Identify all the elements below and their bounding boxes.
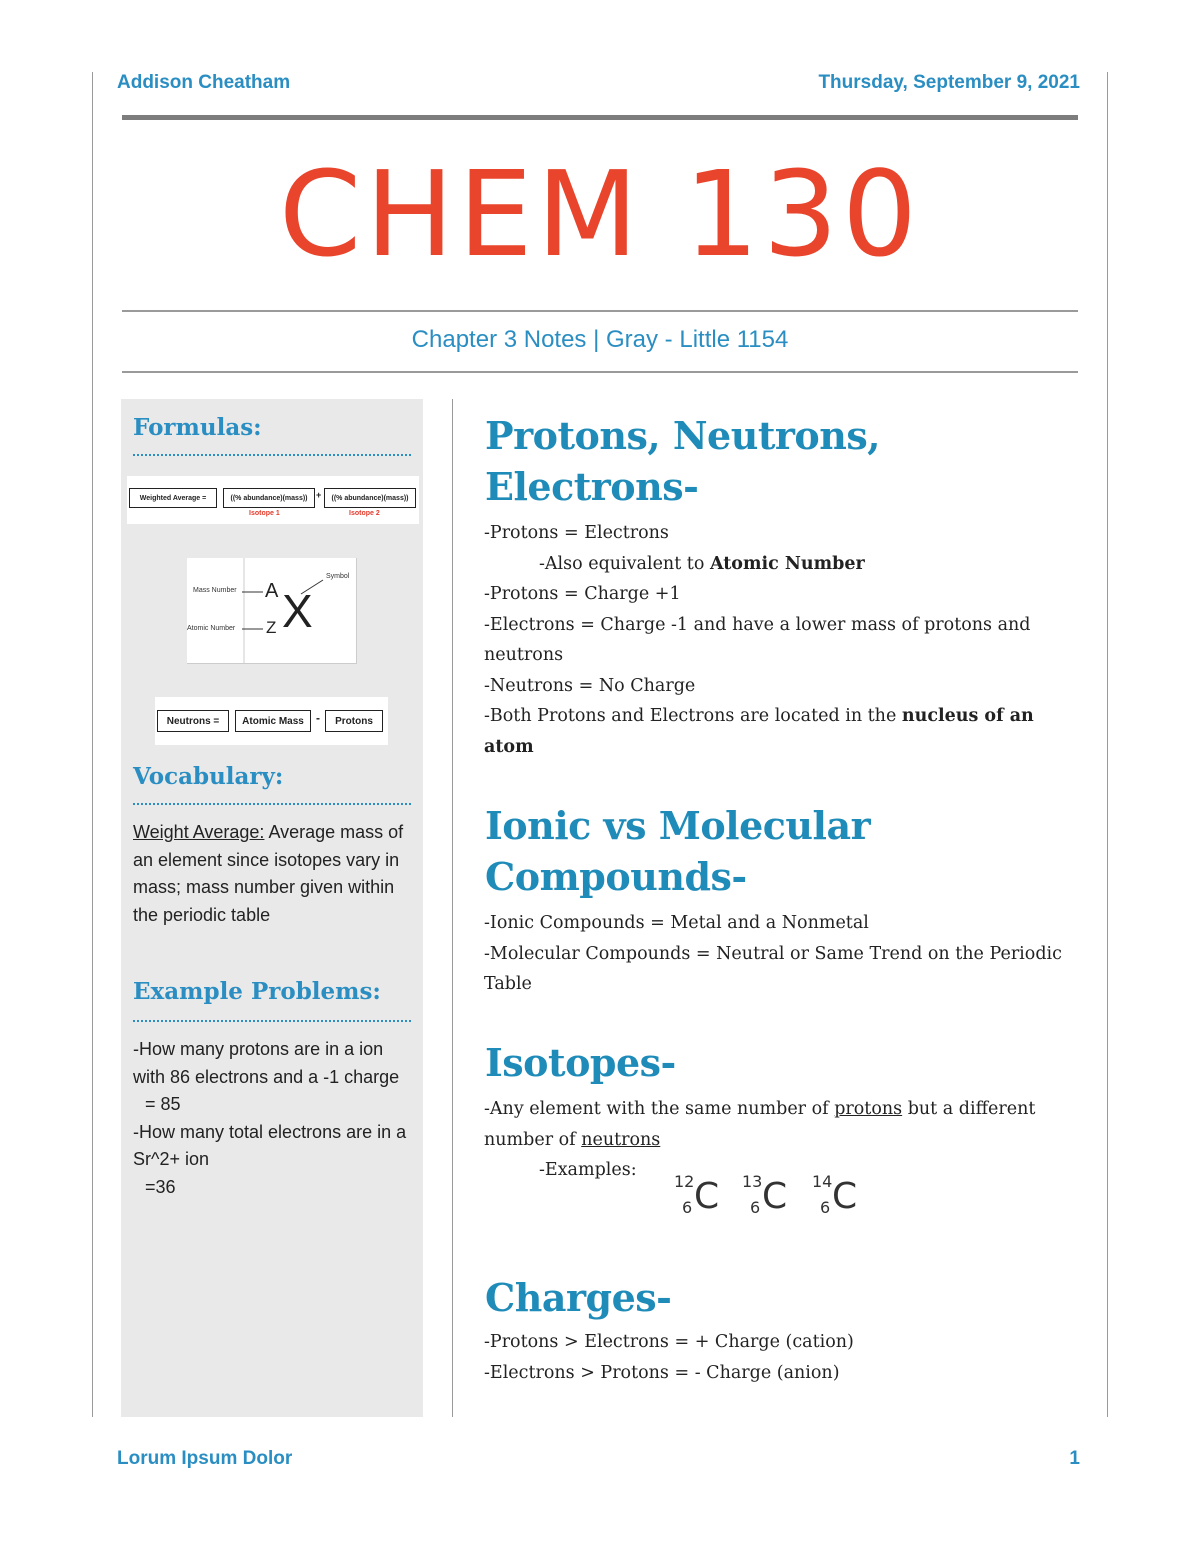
example-problems — [133, 1036, 415, 1201]
isotope2-label: Isotope 2 — [349, 510, 380, 517]
example2-answer: =36 — [145, 1176, 176, 1197]
element-x: X — [282, 585, 313, 637]
example2-question: -How many total electrons are in a Sr^2+ ion — [133, 1121, 407, 1169]
vocabulary-divider — [133, 803, 411, 805]
formulas-heading: Formulas: — [133, 414, 262, 441]
pne-line6 — [484, 701, 1084, 762]
pne-line1: -Protons = Electrons — [484, 523, 669, 543]
weighted-box-isotope1: ((% abundance)(mass)) — [223, 488, 315, 508]
section-heading-charges: Charges- — [485, 1275, 672, 1320]
ionic-line2: -Molecular Compounds = Neutral or Same Trend on the Periodic Table — [484, 943, 1062, 994]
mass-number-label: Mass Number — [193, 587, 237, 594]
title-text: CHEM 130 — [278, 145, 922, 283]
isotope-c14 — [810, 1170, 870, 1220]
minus-sign: - — [316, 711, 320, 725]
vocab-entry — [133, 819, 415, 929]
isotope-notation-diagram — [187, 558, 357, 664]
protons-box: Protons — [325, 710, 383, 732]
charges-line1: -Protons > Electrons = + Charge (cation) — [484, 1332, 854, 1352]
subtitle-rule — [122, 371, 1078, 373]
pne-line6-bold: nucleus of an atom — [484, 706, 1034, 757]
section-heading-ionic — [485, 800, 870, 902]
weighted-average-formula — [127, 476, 419, 524]
example1-question: -How many protons are in a ion with 86 electrons and a -1 charge — [133, 1039, 400, 1087]
example-problems-heading: Example Problems: — [133, 978, 381, 1005]
atomic-z: Z — [266, 618, 277, 637]
isotope1-label: Isotope 1 — [249, 510, 280, 517]
isotope-mass: 14 — [812, 1172, 833, 1191]
atomic-number-label: Atomic Number — [187, 625, 236, 632]
heading-pne-line1: Protons, Neutrons, — [485, 413, 881, 458]
heading-ionic-line1: Ionic vs Molecular — [485, 803, 871, 848]
symbol-label: Symbol — [326, 573, 350, 580]
subtitle: Chapter 3 Notes | Gray - Little 1154 — [411, 326, 789, 353]
pne-line2-text: -Also equivalent to — [539, 553, 710, 574]
vocab-term: Weight Average: — [133, 822, 265, 842]
example1-answer: = 85 — [145, 1094, 181, 1114]
title-rule — [122, 310, 1078, 312]
carbon-isotope-examples — [672, 1170, 872, 1220]
header-author: Addison Cheatham — [117, 72, 291, 93]
pne-line2-bold: Atomic Number — [709, 553, 865, 574]
section-heading-pne — [485, 410, 880, 512]
formulas-divider — [133, 454, 411, 456]
page-title — [0, 145, 1200, 283]
section-body-charges — [484, 1327, 1084, 1388]
pne-line3: -Protons = Charge +1 — [484, 584, 681, 604]
isotope-symbol: C — [762, 1176, 788, 1217]
isotope-mass: 12 — [674, 1172, 695, 1191]
isotope-atomic: 6 — [682, 1198, 693, 1217]
examples-label: -Examples: — [539, 1160, 637, 1180]
neutrons-formula — [155, 697, 388, 745]
heading-ionic-line2: Compounds- — [485, 854, 747, 899]
protons-underlined: protons — [834, 1099, 903, 1119]
header-rule — [122, 115, 1078, 120]
isotopes-text-a: -Any element with the same number of — [484, 1099, 835, 1119]
vocabulary-heading: Vocabulary: — [133, 763, 284, 790]
section-body-ionic — [484, 908, 1084, 1000]
weighted-box-isotope2: ((% abundance)(mass)) — [324, 488, 416, 508]
mass-a: A — [265, 580, 279, 602]
isotope-mass: 13 — [742, 1172, 763, 1191]
isotope-atomic: 6 — [820, 1198, 831, 1217]
examples-divider — [133, 1020, 411, 1022]
isotope-c13 — [740, 1170, 800, 1220]
charges-line2: -Electrons > Protons = - Charge (anion) — [484, 1362, 840, 1383]
vocab-definition: Average mass of an element since isotopes vary in mass; mass number given within the periodic table — [133, 822, 404, 925]
weighted-box-label: Weighted Average = — [129, 488, 217, 508]
atomic-mass-box: Atomic Mass — [235, 710, 311, 732]
isotopes-text-b: but a different number of — [484, 1099, 1036, 1150]
neutrons-underlined: neutrons — [581, 1129, 661, 1150]
isotope-c12 — [672, 1170, 732, 1220]
plus-sign: + — [316, 490, 322, 500]
isotopes-line1 — [484, 1094, 1084, 1155]
section-heading-isotopes: Isotopes- — [485, 1040, 676, 1085]
pne-line4: -Electrons = Charge -1 and have a lower mass of protons and neutrons — [484, 614, 1031, 665]
column-divider — [452, 399, 453, 1417]
pne-line2 — [484, 549, 1084, 580]
isotope-symbol: C — [832, 1176, 858, 1217]
page-number: 1 — [1069, 1448, 1080, 1469]
header-date: Thursday, September 9, 2021 — [818, 72, 1080, 93]
heading-pne-line2: Electrons- — [485, 464, 699, 509]
pne-line6-text: -Both Protons and Electrons are located in the — [484, 706, 902, 726]
section-body-pne — [484, 518, 1084, 762]
pne-line5: -Neutrons = No Charge — [484, 675, 696, 696]
isotope-atomic: 6 — [750, 1198, 761, 1217]
neutrons-box: Neutrons = — [157, 710, 229, 732]
ionic-line1: -Ionic Compounds = Metal and a Nonmetal — [484, 913, 869, 933]
isotope-symbol: C — [694, 1176, 720, 1217]
footer-text: Lorum Ipsum Dolor — [117, 1448, 293, 1469]
